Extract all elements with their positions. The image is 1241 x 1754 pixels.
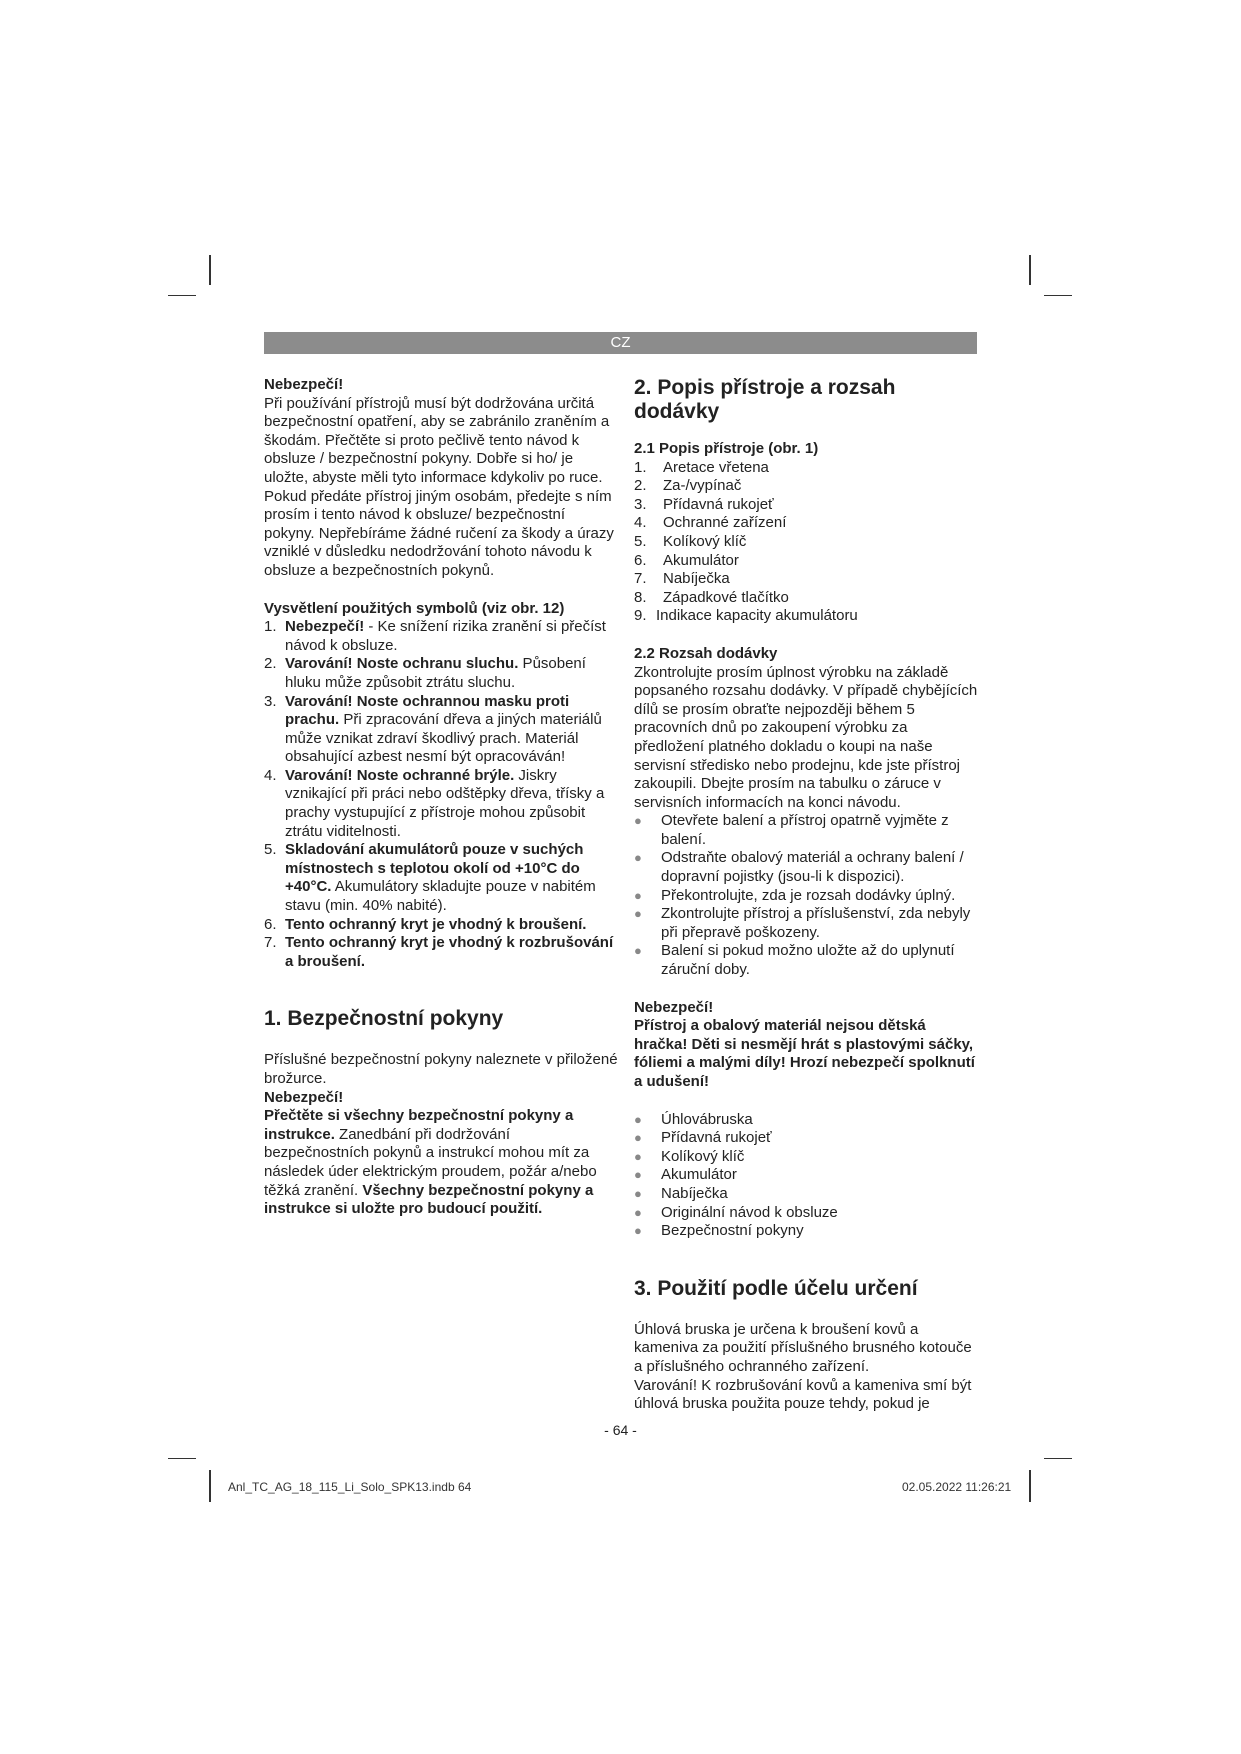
list-item: 5. Skladování akumulátorů pouze v suchých místnostech s teplotou okolí od +10°C do +40°C. Akumulátory skladujte pouze v nabitém stavu (min. 40% nabité). (264, 841, 596, 915)
section-1-intro: Příslušné bezpečnostní pokyny naleznete v přiložené brožurce. (264, 1051, 618, 1087)
parts-list (634, 459, 979, 626)
danger-heading: Nebezpečí! (264, 376, 344, 393)
list-item: 7. Tento ochranný kryt je vhodný k rozbrušování a broušení. (264, 934, 614, 970)
left-column (264, 376, 619, 1219)
danger-heading: Nebezpečí! (264, 1088, 344, 1106)
contents-list (634, 1111, 979, 1241)
crop-mark (1029, 255, 1031, 285)
list-item: 9. Indikace kapacity akumulátoru (634, 607, 858, 625)
list-item: 4. Ochranné zařízení (634, 514, 787, 532)
list-item: 2. Za-/vypínač (634, 477, 742, 495)
crop-mark (1044, 295, 1072, 296)
page-number: - 64 - (604, 1422, 637, 1438)
symbols-list (264, 618, 619, 971)
crop-mark (209, 255, 211, 285)
list-item: ● Odstraňte obalový materiál a ochrany balení / dopravní pojistky (jsou-li k dispozici). (634, 849, 964, 886)
danger-text: Přístroj a obalový materiál nejsou dětská hračka! Děti si nesmějí hrát s plastovými sáčky, fóliemi a malými díly! Hrozí nebezpečí spolknutí a udušení! (634, 1017, 975, 1090)
delivery-heading: 2.2 Rozsah dodávky (634, 644, 778, 662)
footer-file: Anl_TC_AG_18_115_Li_Solo_SPK13.indb 64 (228, 1480, 472, 1494)
list-item: ● Úhlovábruska (634, 1110, 753, 1128)
list-item: ● Nabíječka (634, 1184, 728, 1202)
list-item: 6. Tento ochranný kryt je vhodný k broušení. (264, 915, 587, 933)
list-item: ● Originální návod k obsluze (634, 1203, 838, 1221)
list-item: ● Akumulátor (634, 1166, 737, 1184)
list-item: ● Otevřete balení a přístroj opatrně vyjměte z balení. (634, 812, 949, 848)
section-2-title: 2. Popis přístroje a rozsah dodávky (634, 376, 896, 423)
list-item: 5. Kolíkový klíč (634, 532, 747, 550)
section-3-text: Úhlová bruska je určena k broušení kovů a kameniva za použití příslušného brusného kotouče a příslušného ochranného zařízení. (634, 1320, 972, 1375)
list-item: 1. Nebezpečí! - Ke snížení rizika zranění si přečíst návod k obsluze. (264, 618, 606, 654)
crop-mark (1029, 1470, 1031, 1502)
list-item: 4. Varování! Noste ochranné brýle. Jiskry vznikající při práci nebo odštěpky dřeva, třísky a prachy vystupující z přístroje mohou způsobit ztrátu viditelnosti. (264, 766, 605, 840)
language-bar: CZ (264, 332, 977, 354)
list-item: ● Přídavná rukojeť (634, 1129, 772, 1147)
section-1-text: Přečtěte si všechny bezpečnostní pokyny a instrukce. Zanedbání při dodržování bezpečnostních pokynů a instrukcí mohou mít za následek úder elektrickým proudem, požár a/nebo těžká zranění. Všechny bezpečnostní pokyny a instrukce si uložte pro budoucí použití. (264, 1107, 597, 1218)
parts-heading: 2.1 Popis přístroje (obr. 1) (634, 440, 819, 457)
list-item: ● Balení si pokud možno uložte až do uplynutí záruční doby. (634, 942, 955, 979)
list-item: 3. Varování! Noste ochrannou masku proti prachu. Při zpracování dřeva a jiných materiálů může vznikat zdraví škodlivý prach. Materiál obsahující azbest nesmí být opracováván! (264, 692, 602, 766)
list-item: 3. Přídavná rukojeť (634, 495, 774, 513)
crop-mark (209, 1470, 211, 1502)
section-3-warning: Varování! K rozbrušování kovů a kameniva smí být úhlová bruska použita pouze tehdy, pokud je (634, 1376, 972, 1413)
list-item: 2. Varování! Noste ochranu sluchu. Působení hluku může způsobit ztrátu sluchu. (264, 655, 586, 691)
section-3-title: 3. Použití podle účelu určení (634, 1276, 918, 1300)
list-item: 6. Akumulátor (634, 551, 739, 569)
crop-mark (168, 295, 196, 296)
delivery-steps (634, 812, 979, 979)
crop-mark (168, 1458, 196, 1459)
crop-mark (1044, 1458, 1072, 1459)
section-1-title: 1. Bezpečnostní pokyny (264, 1007, 504, 1031)
symbols-heading: Vysvětlení použitých symbolů (viz obr. 12) (264, 599, 565, 617)
list-item: ● Překontrolujte, zda je rozsah dodávky úplný. (634, 886, 956, 904)
list-item: ● Zkontrolujte přístroj a příslušenství, zda nebyly při přepravě poškozeny. (634, 905, 971, 941)
danger-text: Při používání přístrojů musí být dodržována určitá bezpečnostní opatření, aby se zabránilo zraněním a škodám. Přečtěte si proto pečlivě tento návod k obsluze / bezpečnostní pokyny. Dobře si ho/ je uložte, abyste měli tyto informace kdykoliv po ruce. Pokud předáte přístroj jiným osobám, předejte s ním prosím i tento návod k obsluze/ bezpečnostní pokyny. Nepřebíráme žádné ručení za škody a úrazy vzniklé v důsledku nedodržování tohoto návodu k obsluze a bezpečnostních pokynů. (264, 394, 614, 579)
list-item: ● Kolíkový klíč (634, 1147, 745, 1165)
list-item: ● Bezpečnostní pokyny (634, 1222, 804, 1240)
danger-heading: Nebezpečí! (634, 998, 714, 1016)
delivery-text: Zkontrolujte prosím úplnost výrobku na základě popsaného rozsahu dodávky. V případě chybějících dílů se prosím obraťte nejpozději během 5 pracovních dnů po zakoupení výrobku za předložení platného dokladu o koupi na naše servisní středisko nebo prodejnu, kde jste přístroj zakoupili. Dbejte prosím na tabulku o záruce v servisních informacích na konci návodu. (634, 663, 978, 811)
list-item: 8. Západkové tlačítko (634, 588, 789, 606)
footer-date: 02.05.2022 11:26:21 (902, 1480, 1012, 1494)
list-item: 7. Nabíječka (634, 570, 730, 588)
list-item: 1. Aretace vřetena (634, 458, 769, 476)
right-column (634, 376, 979, 1414)
